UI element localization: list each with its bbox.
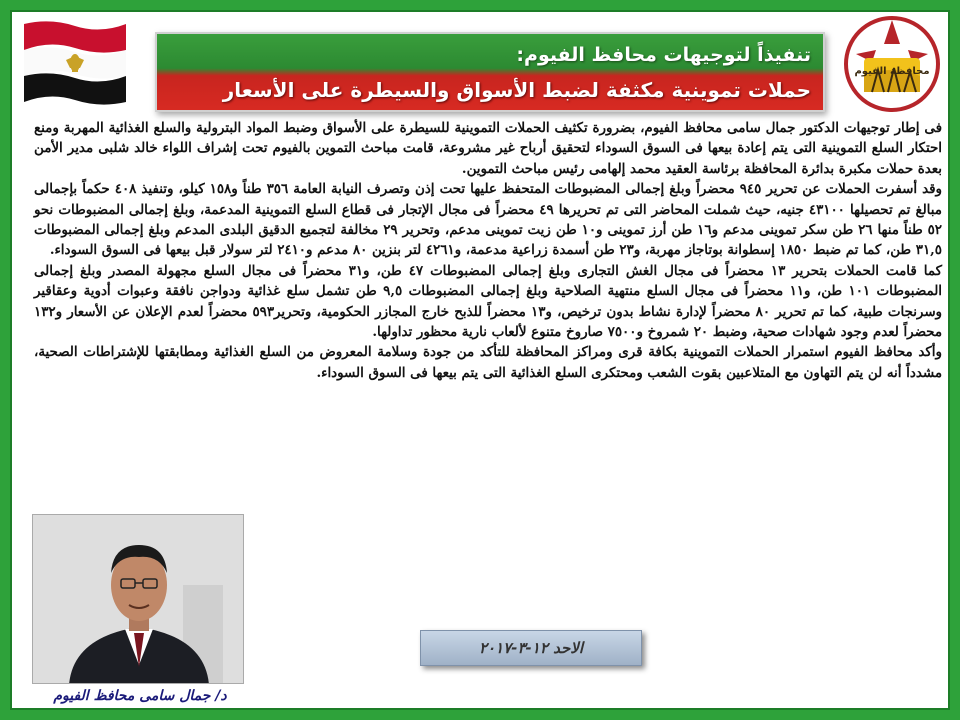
content-panel (10, 10, 950, 710)
article-paragraph: وقد أسفرت الحملات عن تحرير ٩٤٥ محضراً وبلغ إجمالى المضبوطات المتحفظ عليها تحت إذن وتصرف النيابة العامة ٣٥٦ طناً و١٥٨ كيلو، وتنفيذ ٤٠٨ حكماً بإجمالى مبالغ تم تحصيلها ٤٣١٠٠ جنيه، حيث شملت المحاضر التى تم تحريرها ٤٩ محضراً فى مجال الإتجار فى قطاع السلع التموينية المدعمة، وبلغ إجمالى المضبوطات نحو ٥٢ طناً منها ٢٦ طن سكر تموينى مدعم و١٦ طن أرز تموينى و١٠ طن زيت تموينى مدعم، وتحرير ٢٩ مخالفة لتجميع الدقيق البلدى المدعم وبلغ إجمالى المضبوطات ٣١,٥ طن، كما تم ضبط ١٨٥٠ إسطوانة بوتاجاز مهربة، و٢٣ طن أسمدة زراعية مدعمة، و٤٢٦١ لتر بنزين ٨٠ مدعم و٢٤١٠ لتر سولار قبل بيعها فى السوق السوداء. (34, 181, 942, 259)
photo-caption: د/ جمال سامى محافظ الفيوم (53, 688, 227, 704)
date-badge: الاحد ١٢-٣-٢٠١٧ (420, 630, 642, 666)
governor-photo (32, 514, 244, 684)
article-paragraph: فى إطار توجيهات الدكتور جمال سامى محافظ الفيوم، بضرورة تكثيف الحملات التموينية للسيطرة على الأسواق وضبط المواد البترولية والسلع الغذائية المهربة ومنع احتكار السلع التموينية التى يتم إعادة بيعها فى السوق السوداء لتحقيق أرباح غير مشروعة، قامت مباحث التموين بالفيوم تحت إشراف اللواء خالد شلبى مدير الأمن بعدة حملات مكبرة بدائرة المحافظة برئاسة العقيد محمد إلهامى رئيس مباحث التموين. (34, 120, 942, 177)
egypt-flag-icon (20, 16, 130, 108)
article-paragraph: وأكد محافظ الفيوم استمرار الحملات التموينية بكافة قرى ومراكز المحافظة للتأكد من جودة وسلامة المعروض من السلع الغذائية ومطابقتها للإشتراطات الصحية، مشدداً أنه لن يتم التهاون مع المتلاعبين بقوت الشعب ومحتكرى السلع الغذائية التى يتم بيعها فى السوق السوداء. (34, 344, 942, 381)
article-body (34, 118, 942, 383)
logo-text: محافظة الفيوم (854, 66, 930, 77)
article-paragraph: كما قامت الحملات بتحرير ١٣ محضراً فى مجال الغش التجارى وبلغ إجمالى المضبوطات ٤٧ طن، و٣١ محضراً فى مجال السلع مجهولة المصدر وبلغ إجمالى المضبوطات ١٠١ طن، و١١ محضراً فى مجال السلع منتهية الصلاحية وبلغ إجمالى المضبوطات ٩,٥ طن تشمل سلع غذائية ودواجن نافقة وعبوات أدوية وعقاقير وسرنجات طبية، كما تم تحرير ٨٠ محضراً لإدارة نشاط بدون ترخيص، و١٣ محضراً للذبح خارج المجازر الحكومية، وتحرير٥٩٣ محضراً لعدم الإعلان عن الأسعار و١٣٢ محضراً لعدم وجود شهادات صحية، وضبط ٢٠ شمروخ و٧٥٠٠ صاروخ متنوع لألعاب نارية محظور تداولها. (34, 262, 943, 341)
banner-subheadline: حملات تموينية مكثفة لضبط الأسواق والسيطرة على الأسعار (222, 78, 811, 102)
title-banner (155, 32, 825, 112)
banner-headline: تنفيذاً لتوجيهات محافظ الفيوم: (516, 44, 811, 66)
portrait-icon (33, 515, 244, 684)
fayoum-governorate-logo (842, 14, 942, 114)
